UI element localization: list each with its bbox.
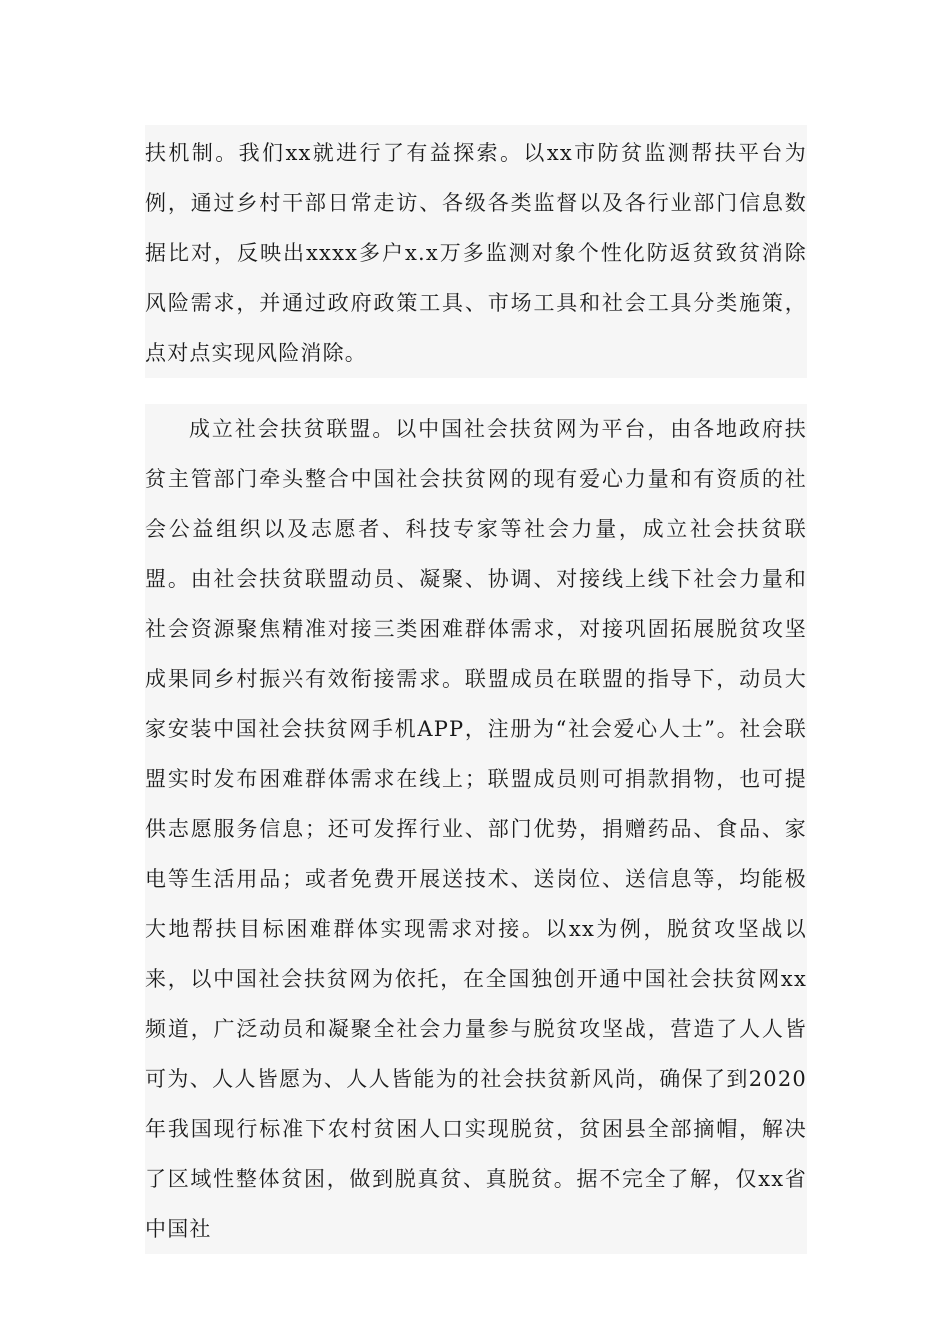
paragraph-2: 成立社会扶贫联盟。以中国社会扶贫网为平台，由各地政府扶贫主管部门牵头整合中国社会扶贫网的现有爱心力量和有资质的社会公益组织以及志愿者、科技专家等社会力量，成立社会扶贫联盟。由社会扶贫联盟动员、凝聚、协调、对接线上线下社会力量和社会资源聚焦精准对接三类困难群体需求，对接巩固拓展脱贫攻坚成果同乡村振兴有效衔接需求。联盟成员在联盟的指导下，动员大家安装中国社会扶贫网手机APP，注册为“社会爱心人士”。社会联盟实时发布困难群体需求在线上；联盟成员则可捐款捐物，也可提供志愿服务信息；还可发挥行业、部门优势，捐赠药品、食品、家电等生活用品；或者免费开展送技术、送岗位、送信息等，均能极大地帮扶目标困难群体实现需求对接。以xx为例，脱贫攻坚战以来，以中国社会扶贫网为依托，在全国独创开通中国社会扶贫网xx频道，广泛动员和凝聚全社会力量参与脱贫攻坚战，营造了人人皆可为、人人皆愿为、人人皆能为的社会扶贫新风尚，确保了到2020年我国现行标准下农村贫困人口实现脱贫，贫困县全部摘帽，解决了区域性整体贫困，做到脱真贫、真脱贫。据不完全了解，仅xx省中国社 — [145, 417, 807, 1241]
paragraph-1: 扶机制。我们xx就进行了有益探索。以xx市防贫监测帮扶平台为例，通过乡村干部日常走访、各级各类监督以及各行业部门信息数据比对，反映出xxxx多户x.x万多监测对象个性化防返贫致贫消除风险需求，并通过政府政策工具、市场工具和社会工具分类施策，点对点实现风险消除。 — [145, 141, 807, 365]
document-body — [145, 125, 807, 1254]
paragraph-spacer — [0, 378, 950, 404]
